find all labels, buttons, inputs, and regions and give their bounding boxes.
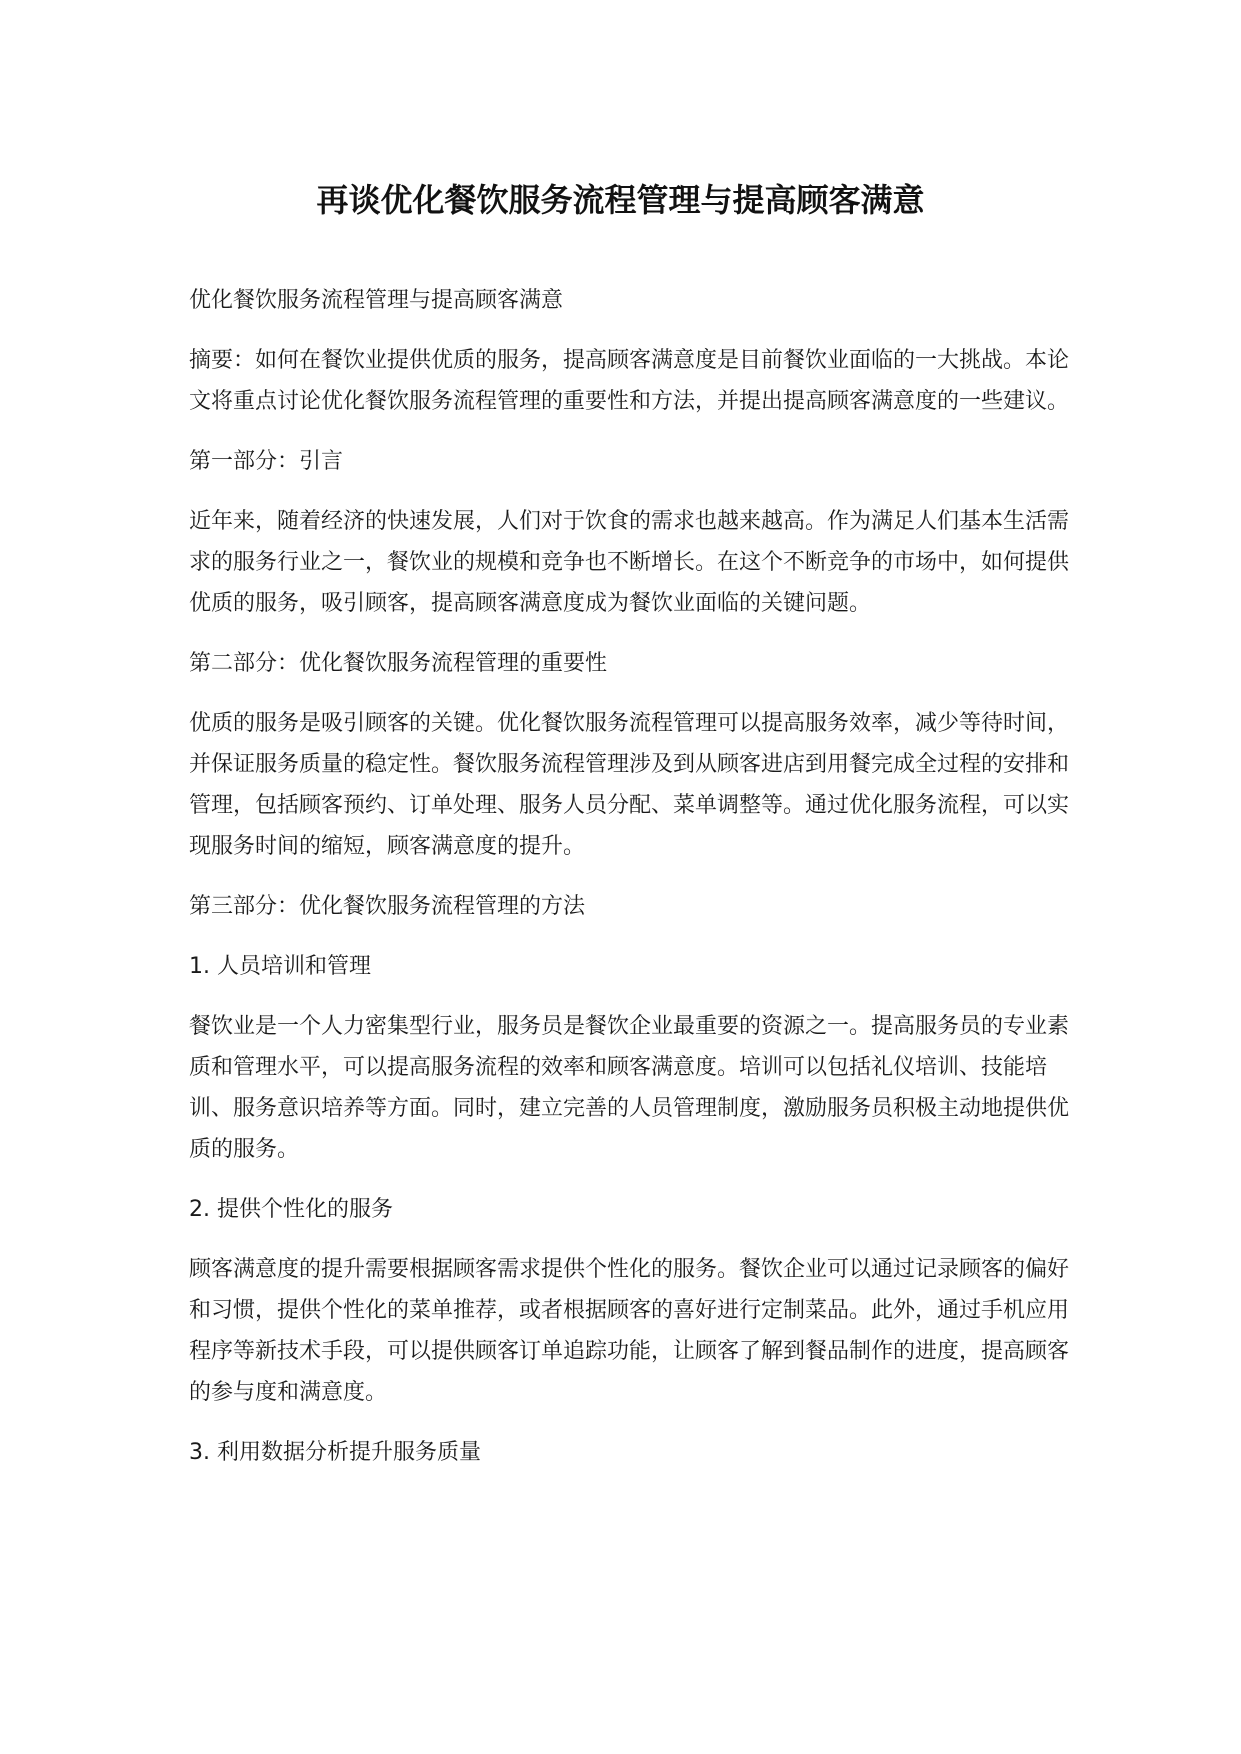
importance-paragraph: 优质的服务是吸引顾客的关键。优化餐饮服务流程管理可以提高服务效率，减少等待时间，并保证服务质量的稳定性。餐饮服务流程管理涉及到从顾客进店到用餐完成全过程的安排和管理，包括顾客预约、订单处理、服务人员分配、菜单调整等。通过优化服务流程，可以实现服务时间的缩短，顾客满意度的提升。 [189, 711, 1070, 859]
method-heading-data-analysis: 3. 利用数据分析提升服务质量 [189, 1440, 481, 1465]
section-heading-methods: 第三部分：优化餐饮服务流程管理的方法 [189, 894, 586, 919]
subtitle-paragraph: 优化餐饮服务流程管理与提高顾客满意 [189, 288, 564, 313]
abstract-paragraph: 摘要：如何在餐饮业提供优质的服务，提高顾客满意度是目前餐饮业面临的一大挑战。本论文将重点讨论优化餐饮服务流程管理的重要性和方法，并提出提高顾客满意度的一些建议。 [189, 348, 1070, 414]
section-heading-importance: 第二部分：优化餐饮服务流程管理的重要性 [189, 651, 608, 676]
intro-paragraph: 近年来，随着经济的快速发展，人们对于饮食的需求也越来越高。作为满足人们基本生活需求的服务行业之一，餐饮业的规模和竞争也不断增长。在这个不断竞争的市场中，如何提供优质的服务，吸引顾客，提高顾客满意度成为餐饮业面临的关键问题。 [189, 509, 1070, 616]
document-title: 再谈优化餐饮服务流程管理与提高顾客满意 [316, 181, 925, 219]
method-heading-personalized: 2. 提供个性化的服务 [189, 1197, 393, 1222]
section-heading-intro: 第一部分：引言 [189, 449, 344, 474]
document-body [189, 280, 1069, 1492]
personalized-paragraph: 顾客满意度的提升需要根据顾客需求提供个性化的服务。餐饮企业可以通过记录顾客的偏好和习惯，提供个性化的菜单推荐，或者根据顾客的喜好进行定制菜品。此外，通过手机应用程序等新技术手段，可以提供顾客订单追踪功能，让顾客了解到餐品制作的进度，提高顾客的参与度和满意度。 [189, 1257, 1070, 1405]
method-heading-training: 1. 人员培训和管理 [189, 954, 371, 979]
training-paragraph: 餐饮业是一个人力密集型行业，服务员是餐饮企业最重要的资源之一。提高服务员的专业素质和管理水平，可以提高服务流程的效率和顾客满意度。培训可以包括礼仪培训、技能培训、服务意识培养等方面。同时，建立完善的人员管理制度，激励服务员积极主动地提供优质的服务。 [189, 1014, 1070, 1162]
